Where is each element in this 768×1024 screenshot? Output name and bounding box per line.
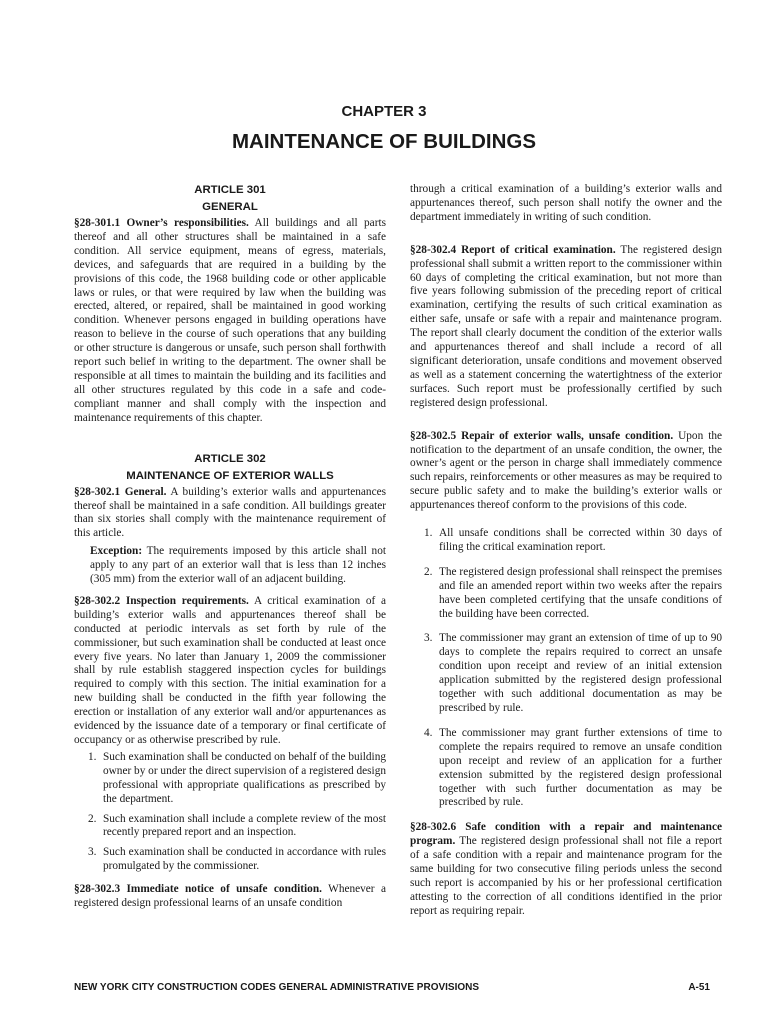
list-text: All unsafe conditions shall be corrected within 30 days of filing the critical examination report. [439,527,722,553]
section-302-4 [410,244,722,411]
section-label: §28-302.3 Immediate notice of unsafe condition. [74,883,322,896]
page-number: A-51 [688,982,710,993]
section-text: Whenever a registered design professional learns of an unsafe condition [74,883,386,910]
article-302-subheading: MAINTENANCE OF EXTERIOR WALLS [126,469,334,482]
list-text: Such examination shall be conducted on behalf of the building owner by or under the direct supervision of a registered design professional with appropriate qualifications as prescribed by the department. [103,750,386,805]
list-item [410,632,722,715]
section-text: The registered design professional shall submit a written report to the commissioner within 60 days of completing the critical examination, but not more than five years following submission of the preceding report of critical examination, certifying the results of such critical examination as either safe, unsafe or safe with a repair and maintenance program. The report shall clearly document the condition of the exterior walls and appurtenances thereof and shall include a record of all significant deterioration, unsafe conditions and movement observed as well as a statement concerning the watertightness of the exterior surfaces. Such report must be professionally certified by such registered design professional. [410,243,722,409]
exception-note [90,545,386,587]
section-text: A critical examination of a building’s exterior walls and appurtenances thereof shall be conducted at periodic intervals as set forth by rule of the commissioner, but such examination shall be conducted at least once every five years. No later than January 1, 2009 the commissioner shall by rule establish staggered inspection cycles for buildings required to comply with this section. The initial examination for a new building shall be conducted in the fifth year following the erection or installation of any exterior wall and/or appurtenances as evidenced by the issuance date of a temporary or final certificate of occupancy or as otherwise prescribed by rule. [74,594,386,746]
right-column [410,183,722,929]
list-text: Such examination shall include a complete review of the most recently prepared report and an inspection. [103,812,386,839]
list-item [74,751,386,807]
list-item [410,527,722,555]
section-text: Upon the notification to the department of an unsafe condition, the owner, the owner’s agent or the person in charge shall immediately commence such repairs, reinforcements or other measures as may be required to secure public safety and to make the building’s exterior walls or appurtenances thereof conform to the provisions of this code. [410,429,722,512]
footer-title: NEW YORK CITY CONSTRUCTION CODES GENERAL ADMINISTRATIVE PROVISIONS [74,982,480,993]
section-302-6 [410,821,722,918]
left-column [74,183,386,921]
section-302-3 [74,883,386,911]
section-label: §28-302.2 Inspection requirements. [74,594,249,607]
chapter-title: MAINTENANCE OF BUILDINGS [231,130,537,153]
list-number: 2. [88,812,97,825]
exception-text: The requirements imposed by this article shall not apply to any part of an exterior wall that is less than 12 inches (305 mm) from the exterior wall of an adjacent building. [90,545,386,586]
section-302-1 [74,486,386,542]
section-text: A building’s exterior walls and appurtenances thereof shall be maintained in a safe condition. All buildings greater than six stories shall comply with the maintenance requirement of this article. [74,485,386,540]
section-text: All buildings and all parts thereof and all other structures shall be maintained in a safe condition. All service equipment, means of egress, materials, devices, and safeguards that are required in a building by the provisions of this code, the 1968 building code or other applicable laws or rules, or that were required by law when the building was erected, altered, or repaired, shall be maintained in good working condition. Whenever persons engaged in building operations have reason to believe in the course of such operations that any building or other structure is dangerous or unsafe, such person shall forthwith report such belief in writing to the department. The owner shall be responsible at all times to maintain the building and its facilities and all other structures regulated by this code in a safe and code-compliant manner and shall comply with the inspection and maintenance requirements of this chapter. [74,217,386,424]
section-label: §28-302.5 Repair of exterior walls, unsafe condition. [410,429,674,442]
section-label: §28-302.4 Report of critical examination. [410,243,616,256]
list-number: 3. [88,846,97,859]
exception-label: Exception: [90,545,143,558]
list-number: 1. [88,750,97,763]
section-301-1 [74,217,386,426]
section-302-2 [74,595,386,748]
repair-list [410,527,722,810]
section-label: §28-302.1 General. [74,485,167,498]
list-text: Such examination shall be conducted in accordance with rules promulgated by the commissioner. [103,846,386,873]
chapter-label: CHAPTER 3 [341,103,427,120]
article-301-subheading: GENERAL [202,201,258,213]
article-301-heading: ARTICLE 301 [194,184,266,196]
section-label: §28-301.1 Owner’s responsibilities. [74,217,249,229]
list-item [74,813,386,841]
section-302-3-continued: through a critical examination of a building’s exterior walls and appurtenances thereof, such person shall notify the owner and the department immediately in writing of such condition. [410,183,722,223]
list-number: 1. [424,527,433,540]
list-number: 2. [424,565,433,578]
list-text: The registered design professional shall reinspect the premises and file an amended report within two weeks after the repairs have been completed certifying that the unsafe conditions of the building have been corrected. [439,565,722,620]
list-item [410,727,722,810]
section-302-5 [410,430,722,513]
article-302-heading: ARTICLE 302 [194,452,266,465]
section-label: §28-302.6 Safe condition with a repair and maintenance program. [410,821,722,848]
list-item [74,846,386,874]
list-text: The commissioner may grant an extension of time of up to 90 days to complete the repairs required to correct an unsafe condition upon receipt and review of an initial extension application submitted by the registered design professional together with such additional documentation as may be prescribed by rule. [439,632,722,714]
section-text: The registered design professional shall not file a report of a safe condition with a repair and maintenance program for the same building for two consecutive filing periods unless the second such report is accompanied by his or her professional certification attesting to the correction of all conditions identified in the prior report as requiring repair. [410,835,722,917]
list-number: 4. [424,726,433,739]
inspection-list [74,751,386,874]
list-number: 3. [424,632,433,645]
list-text: The commissioner may grant further extensions of time to complete the repairs required to remove an unsafe condition upon receipt and review of an application for a further extension submitted by the registered design professional together with such further documentation as may be prescribed by rule. [439,726,722,809]
list-item [410,566,722,622]
